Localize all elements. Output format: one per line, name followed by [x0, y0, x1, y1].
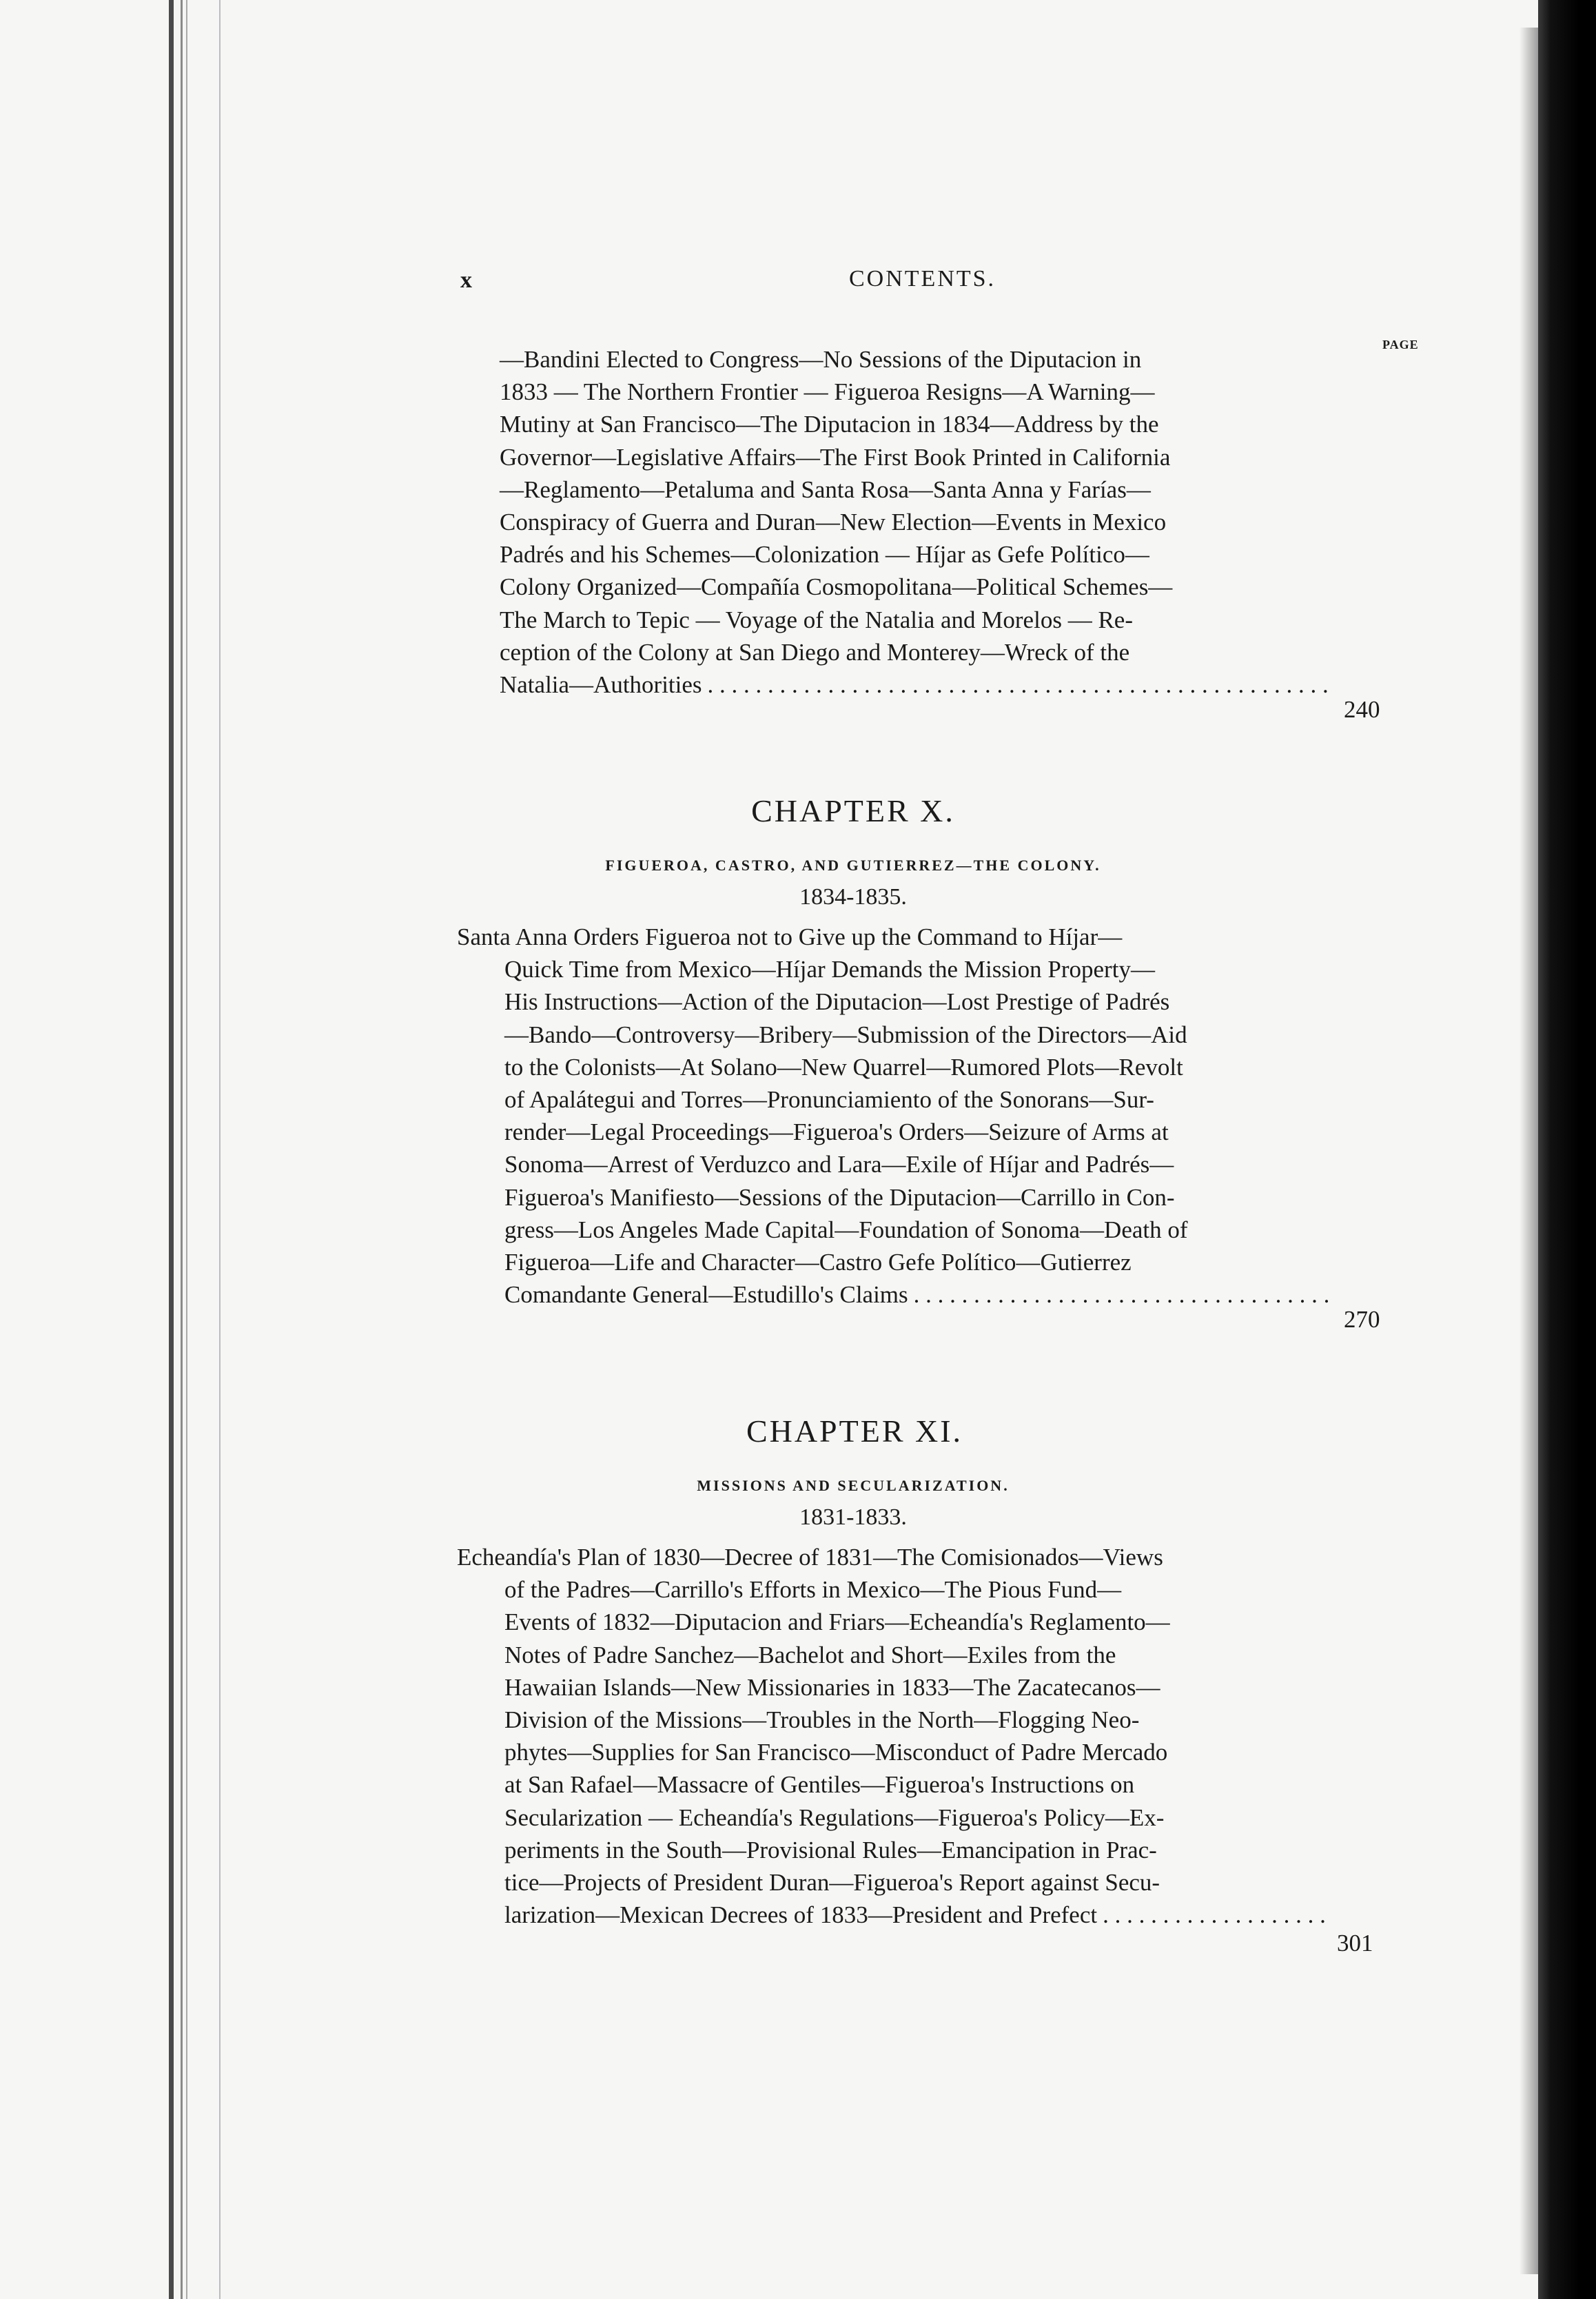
entry-line: Hawaiian Islands—New Missionaries in 1833—The Zacatecanos— [504, 1673, 1160, 1701]
contents-entry-xi [457, 1541, 1335, 1931]
page-edge-shadow [1520, 28, 1538, 2274]
entry-line: Figueroa—Life and Character—Castro Gefe Político—Gutierrez [504, 1248, 1132, 1276]
entry-line: —Reglamento—Petaluma and Santa Rosa—Santa Anna y Farías— [500, 476, 1151, 503]
entry-line: Secularization — Echeandía's Regulations—Figueroa's Policy—Ex- [504, 1804, 1165, 1831]
entry-line: —Bandini Elected to Congress—No Sessions of the Diputacion in [500, 346, 1142, 373]
entry-line: Santa Anna Orders Figueroa not to Give up the Command to Híjar— [457, 923, 1123, 950]
entry-page-number: 270 [1344, 1306, 1380, 1333]
entry-line: of Apalátegui and Torres—Pronunciamiento of the Sonorans—Sur- [504, 1085, 1154, 1113]
entry-line: —Bando—Controversy—Bribery—Submission of the Directors—Aid [504, 1021, 1187, 1048]
entry-last-line [504, 1899, 1335, 1931]
entry-line: of the Padres—Carrillo's Efforts in Mexico—The Pious Fund— [504, 1576, 1122, 1604]
page-number-roman: x [460, 267, 472, 293]
entry-line: render—Legal Proceedings—Figueroa's Orders—Seizure of Arms at [504, 1118, 1169, 1146]
chapter-title: CHAPTER XI. [746, 1413, 963, 1449]
chapter-years: 1831-1833. [799, 1504, 907, 1530]
binding-rule [181, 0, 183, 2299]
entry-line: Events of 1832—Diputacion and Friars—Echeandía's Reglamento— [504, 1608, 1170, 1636]
entry-page-number: 301 [1337, 1930, 1373, 1956]
contents-entry-ix [500, 343, 1335, 701]
page-column-label: PAGE [1382, 338, 1419, 351]
entry-line: 1833 — The Northern Frontier — Figueroa Resigns—A Warning— [500, 378, 1155, 406]
entry-line: tice—Projects of President Duran—Figueroa's Report against Secu- [504, 1868, 1160, 1896]
entry-line-text: Comandante General—Estudillo's Claims [504, 1281, 908, 1309]
entry-line: Quick Time from Mexico—Híjar Demands the Mission Property— [504, 956, 1155, 983]
entry-line: periments in the South—Provisional Rules—Emancipation in Prac- [504, 1836, 1157, 1863]
dot-leaders [914, 1278, 1329, 1311]
entry-line: ception of the Colony at San Diego and Monterey—Wreck of the [500, 638, 1130, 666]
scan-gutter [1538, 0, 1596, 2299]
chapter-years: 1834-1835. [799, 884, 907, 910]
chapter-subtitle: FIGUEROA, CASTRO, AND GUTIERREZ—THE COLONY. [605, 857, 1101, 874]
dot-leaders [1103, 1899, 1329, 1931]
contents-entry-x [457, 921, 1335, 1311]
running-head: CONTENTS. [849, 266, 996, 292]
entry-line: Figueroa's Manifiesto—Sessions of the Diputacion—Carrillo in Con- [504, 1183, 1175, 1211]
entry-line-text: larization—Mexican Decrees of 1833—President and Prefect [504, 1901, 1098, 1929]
entry-line: Division of the Missions—Troubles in the North—Flogging Neo- [504, 1706, 1140, 1733]
entry-line: Echeandía's Plan of 1830—Decree of 1831—The Comisionados—Views [457, 1544, 1163, 1571]
entry-line: Colony Organized—Compañía Cosmopolitana—Political Schemes— [500, 573, 1173, 601]
entry-line: gress—Los Angeles Made Capital—Foundation of Sonoma—Death of [504, 1216, 1188, 1243]
entry-line: Governor—Legislative Affairs—The First Book Printed in California [500, 443, 1171, 471]
dot-leaders [708, 668, 1329, 701]
entry-last-line [504, 1278, 1335, 1311]
entry-line: His Instructions—Action of the Diputacion—Lost Prestige of Padrés [504, 988, 1170, 1016]
binding-rule [219, 0, 221, 2299]
binding-rule [186, 0, 187, 2299]
entry-line: to the Colonists—At Solano—New Quarrel—Rumored Plots—Revolt [504, 1053, 1183, 1081]
entry-last-line [500, 668, 1335, 701]
binding-rule [169, 0, 174, 2299]
entry-line: phytes—Supplies for San Francisco—Misconduct of Padre Mercado [504, 1739, 1168, 1766]
entry-line: Padrés and his Schemes—Colonization — Híjar as Gefe Político— [500, 541, 1149, 569]
entry-line: Notes of Padre Sanchez—Bachelot and Short—Exiles from the [504, 1641, 1116, 1668]
chapter-subtitle: MISSIONS AND SECULARIZATION. [697, 1477, 1010, 1494]
entry-line: Mutiny at San Francisco—The Diputacion in 1834—Address by the [500, 411, 1159, 438]
chapter-title: CHAPTER X. [751, 793, 955, 828]
entry-line-text: Natalia—Authorities [500, 671, 702, 698]
entry-line: Conspiracy of Guerra and Duran—New Election—Events in Mexico [500, 508, 1167, 535]
entry-line: at San Rafael—Massacre of Gentiles—Figueroa's Instructions on [504, 1771, 1135, 1799]
entry-page-number: 240 [1344, 696, 1380, 723]
entry-line: The March to Tepic — Voyage of the Natalia and Morelos — Re- [500, 606, 1133, 633]
entry-line: Sonoma—Arrest of Verduzco and Lara—Exile of Híjar and Padrés— [504, 1151, 1174, 1178]
